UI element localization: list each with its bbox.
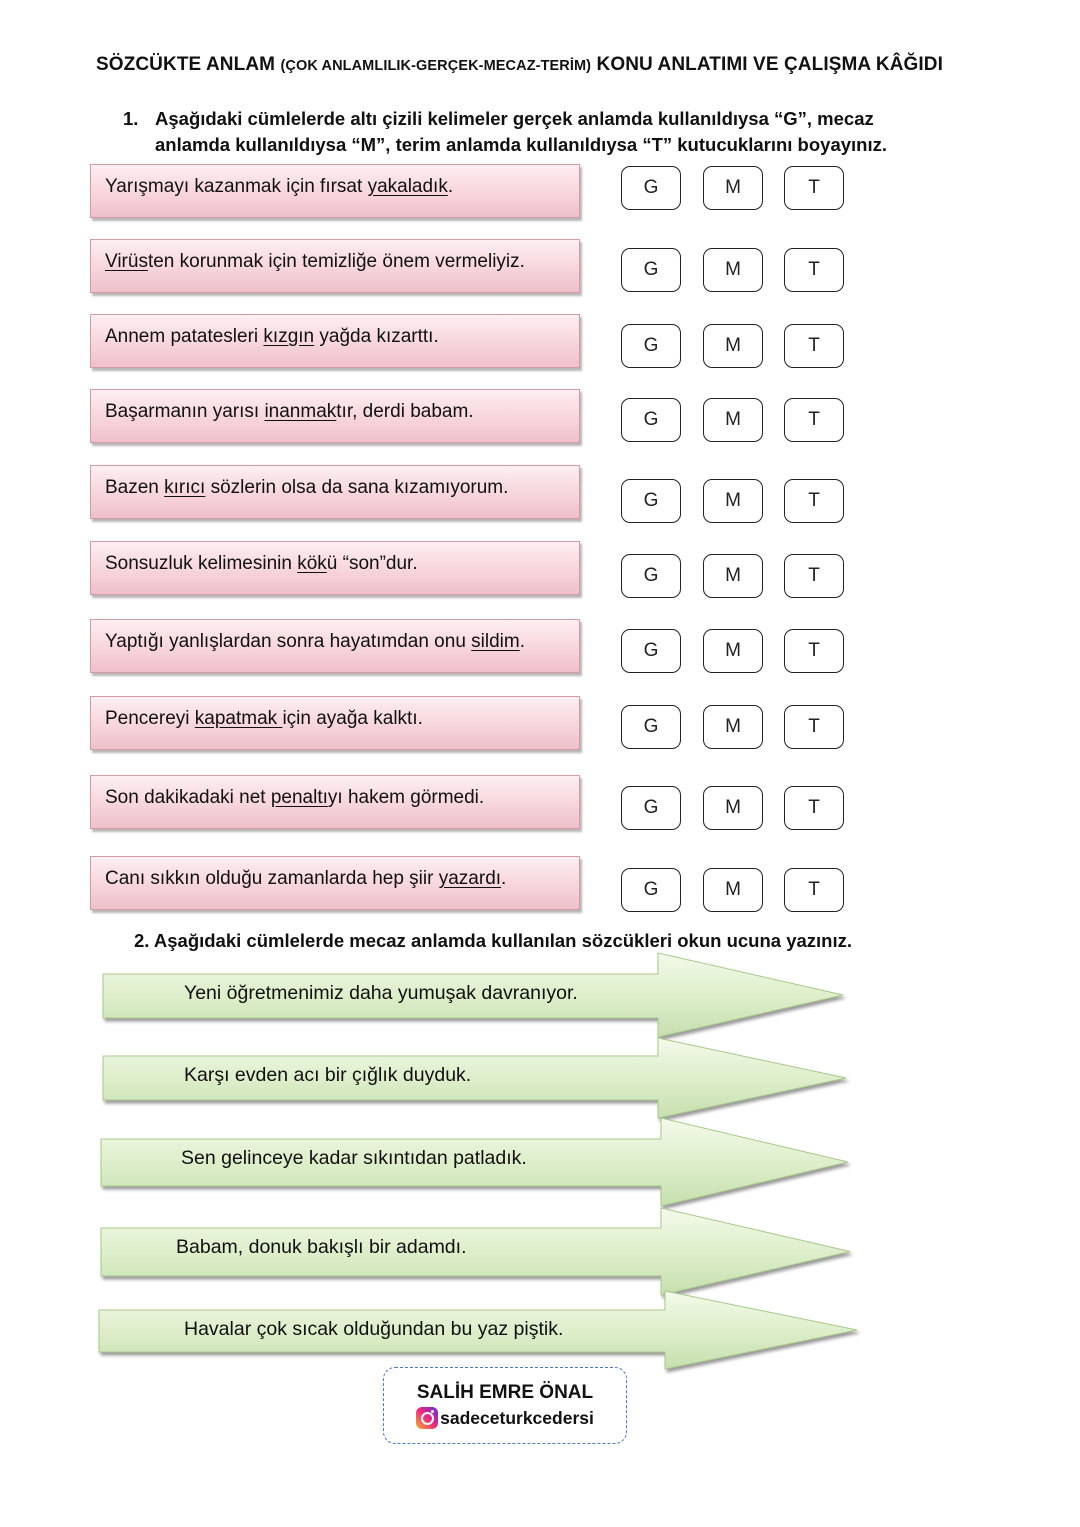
sentence-text — [105, 477, 508, 499]
answer-box-t[interactable]: T — [784, 786, 844, 830]
title-main: SÖZCÜKTE ANLAM — [96, 54, 276, 75]
underlined-word: Virüs — [105, 251, 148, 272]
answer-box-t[interactable]: T — [784, 629, 844, 673]
underlined-word: sildim — [471, 631, 520, 652]
answer-box-g[interactable]: G — [621, 398, 681, 442]
page-title — [96, 54, 996, 76]
sentence-text — [105, 708, 423, 730]
sentence-box — [90, 465, 580, 519]
sentence-text — [105, 326, 439, 348]
answer-box-g[interactable]: G — [621, 705, 681, 749]
answer-box-g[interactable]: G — [621, 786, 681, 830]
instagram-handle: sadeceturkcedersi — [440, 1407, 594, 1428]
answer-box-t[interactable]: T — [784, 554, 844, 598]
answer-box-m[interactable]: M — [703, 248, 763, 292]
sentence-text — [105, 176, 453, 198]
sentence-text-after: için ayağa kalktı. — [282, 708, 423, 729]
sentence-box — [90, 314, 580, 368]
arrow-shape — [0, 1117, 1080, 1213]
arrow-shape — [0, 1037, 1080, 1125]
sentence-text-before: Başarmanın yarısı — [105, 401, 265, 422]
underlined-word: inanmak — [264, 401, 337, 422]
question-1-line-1: Aşağıdaki cümlelerde altı çizili kelimeler gerçek anlamda kullanıldıysa “G”, mecaz — [155, 108, 874, 129]
answer-box-m[interactable]: M — [703, 629, 763, 673]
sentence-text — [105, 251, 525, 273]
answer-box-g[interactable]: G — [621, 248, 681, 292]
title-sub: (ÇOK ANLAMLILIK-GERÇEK-MECAZ-TERİM) — [280, 58, 592, 74]
author-signature — [383, 1367, 627, 1444]
answer-box-g[interactable]: G — [621, 554, 681, 598]
sentence-text-after: ü “son”dur. — [326, 553, 418, 574]
sentence-box — [90, 541, 580, 595]
sentence-text-after: . — [501, 868, 507, 889]
underlined-word: yakaladık — [367, 176, 448, 197]
arrow-sentence: Sen gelinceye kadar sıkıntıdan patladık. — [181, 1147, 527, 1169]
sentence-text-after: sözlerin olsa da sana kızamıyorum. — [205, 477, 509, 498]
sentence-text-before: Canı sıkkın olduğu zamanlarda hep şiir — [105, 868, 439, 889]
sentence-text-before: Yaptığı yanlışlardan sonra hayatımdan onu — [105, 631, 472, 652]
sentence-text-before: Son dakikadaki net — [105, 787, 271, 808]
title-rest: KONU ANLATIMI VE ÇALIŞMA KÂĞIDI — [596, 54, 943, 75]
underlined-word: kırıcı — [164, 477, 206, 498]
sentence-text-after: ten korunmak için temizliğe önem vermeliyiz. — [147, 251, 525, 272]
sentence-box — [90, 239, 580, 293]
answer-box-m[interactable]: M — [703, 786, 763, 830]
answer-box-m[interactable]: M — [703, 398, 763, 442]
sentence-box — [90, 389, 580, 443]
sentence-text-after: tır, derdi babam. — [336, 401, 474, 422]
arrow-sentence: Babam, donuk bakışlı bir adamdı. — [176, 1236, 467, 1258]
answer-box-t[interactable]: T — [784, 398, 844, 442]
underlined-word: kızgın — [263, 326, 315, 347]
sentence-text-before: Pencereyi — [105, 708, 195, 729]
answer-box-g[interactable]: G — [621, 629, 681, 673]
sentence-box — [90, 164, 580, 218]
sentence-text — [105, 553, 418, 575]
underlined-word: kök — [297, 553, 327, 574]
sentence-box — [90, 619, 580, 673]
sentence-text — [105, 401, 474, 423]
underlined-word: yazardı — [438, 868, 502, 889]
answer-box-t[interactable]: T — [784, 248, 844, 292]
arrow-shape — [0, 1207, 1080, 1302]
answer-box-m[interactable]: M — [703, 479, 763, 523]
answer-box-m[interactable]: M — [703, 868, 763, 912]
arrow-sentence: Havalar çok sıcak olduğundan bu yaz piştik. — [184, 1318, 564, 1340]
answer-box-g[interactable]: G — [621, 166, 681, 210]
sentence-text-before: Annem patatesleri — [105, 326, 264, 347]
sentence-text — [105, 868, 506, 890]
sentence-text-after: yı hakem görmedi. — [327, 787, 485, 808]
answer-box-t[interactable]: T — [784, 868, 844, 912]
sentence-text-before: Yarışmayı kazanmak için fırsat — [105, 176, 368, 197]
answer-box-g[interactable]: G — [621, 479, 681, 523]
answer-box-m[interactable]: M — [703, 324, 763, 368]
sentence-text-after: . — [519, 631, 526, 652]
question-1-number: 1. — [123, 108, 139, 129]
answer-box-m[interactable]: M — [703, 705, 763, 749]
arrow-item — [0, 952, 1080, 1044]
answer-box-m[interactable]: M — [703, 554, 763, 598]
sentence-text — [105, 631, 525, 653]
arrow-item — [0, 1117, 1080, 1213]
answer-box-g[interactable]: G — [621, 868, 681, 912]
answer-box-g[interactable]: G — [621, 324, 681, 368]
answer-box-m[interactable]: M — [703, 166, 763, 210]
sentence-text-after: . — [447, 176, 454, 197]
answer-box-t[interactable]: T — [784, 705, 844, 749]
sentence-box — [90, 856, 580, 910]
answer-box-t[interactable]: T — [784, 324, 844, 368]
arrow-sentence: Karşı evden acı bir çığlık duyduk. — [184, 1064, 472, 1086]
answer-box-t[interactable]: T — [784, 166, 844, 210]
sentence-box — [90, 775, 580, 829]
underlined-word: kapatmak — [194, 708, 283, 729]
question-1-instructions — [123, 106, 953, 158]
sentence-text — [105, 787, 484, 809]
question-1-line-2: anlamda kullanıldıysa “M”, terim anlamda kullanıldıysa “T” kutucuklarını boyayınız. — [155, 134, 887, 155]
arrow-item — [0, 1207, 1080, 1302]
arrow-item — [0, 1290, 1080, 1376]
sentence-text-before: Sonsuzluk kelimesinin — [105, 553, 298, 574]
arrow-item — [0, 1037, 1080, 1125]
sentence-box — [90, 696, 580, 750]
sentence-text-after: yağda kızarttı. — [314, 326, 439, 347]
arrow-sentence: Yeni öğretmenimiz daha yumuşak davranıyor. — [184, 982, 578, 1004]
underlined-word: penaltı — [270, 787, 328, 808]
author-name: SALİH EMRE ÖNAL — [416, 1382, 594, 1403]
sentence-text-before: Bazen — [105, 477, 165, 498]
question-2-instructions: 2. Aşağıdaki cümlelerde mecaz anlamda kullanılan sözcükleri okun ucuna yazınız. — [134, 930, 852, 951]
instagram-icon — [416, 1407, 438, 1429]
answer-box-t[interactable]: T — [784, 479, 844, 523]
